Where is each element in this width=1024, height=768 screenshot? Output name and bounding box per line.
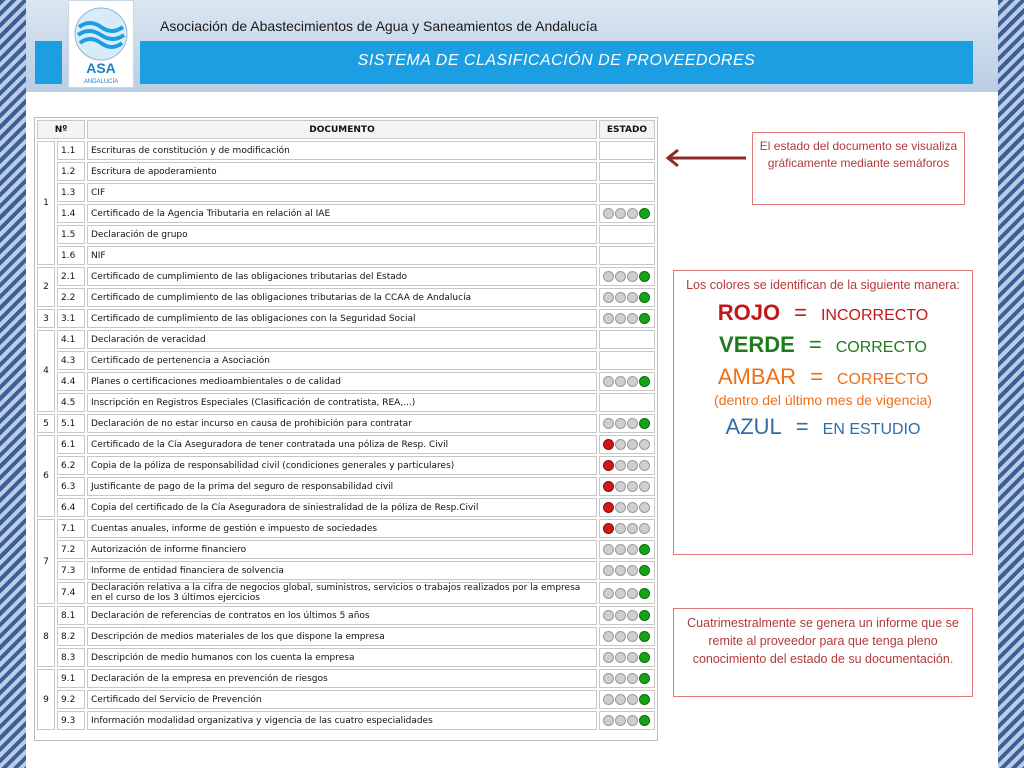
light-dot: [627, 523, 638, 534]
status-cell: [599, 330, 655, 349]
legend-item: [674, 332, 972, 358]
status-cell: [599, 351, 655, 370]
light-dot: [639, 418, 650, 429]
number-cell: 1.3: [57, 183, 85, 202]
traffic-light-icon: [603, 439, 650, 450]
table-row: [37, 162, 655, 181]
legend-intro: Los colores se identifican de la siguiente manera:: [686, 278, 960, 292]
light-dot: [627, 631, 638, 642]
light-dot: [615, 418, 626, 429]
light-dot: [639, 208, 650, 219]
number-cell: 1.2: [57, 162, 85, 181]
light-dot: [603, 418, 614, 429]
light-dot: [639, 271, 650, 282]
document-cell: Información modalidad organizativa y vigencia de las cuatro especialidades: [87, 711, 597, 730]
table-row: [37, 498, 655, 517]
document-cell: Declaración de no estar incurso en causa de prohibición para contratar: [87, 414, 597, 433]
light-dot: [627, 610, 638, 621]
light-dot: [639, 502, 650, 513]
number-cell: 7.3: [57, 561, 85, 580]
light-dot: [615, 460, 626, 471]
status-cell: [599, 690, 655, 709]
status-cell: [599, 561, 655, 580]
light-dot: [615, 673, 626, 684]
document-cell: Declaración de referencias de contratos en los últimos 5 años: [87, 606, 597, 625]
status-cell: [599, 267, 655, 286]
right-decorative-stripe: [998, 0, 1024, 768]
state-callout: El estado del documento se visualiza gráficamente mediante semáforos: [752, 132, 965, 205]
status-cell: [599, 162, 655, 181]
status-cell: [599, 519, 655, 538]
report-callout: Cuatrimestralmente se genera un informe que se remite al proveedor para que tenga pleno conocimiento del estado de su documentación.: [673, 608, 973, 697]
light-dot: [639, 588, 650, 599]
light-dot: [615, 481, 626, 492]
status-cell: [599, 627, 655, 646]
document-cell: Certificado de cumplimiento de las obligaciones tributarias del Estado: [87, 267, 597, 286]
document-cell: Descripción de medios materiales de los que dispone la empresa: [87, 627, 597, 646]
traffic-light-icon: [603, 208, 650, 219]
table-row: [37, 414, 655, 433]
document-cell: Inscripción en Registros Especiales (Clasificación de contratista, REA,...): [87, 393, 597, 412]
number-cell: 8.2: [57, 627, 85, 646]
light-dot: [615, 588, 626, 599]
status-cell: [599, 393, 655, 412]
number-cell: 6.1: [57, 435, 85, 454]
light-dot: [615, 313, 626, 324]
status-cell: [599, 498, 655, 517]
light-dot: [603, 544, 614, 555]
number-cell: 3.1: [57, 309, 85, 328]
number-cell: 9.3: [57, 711, 85, 730]
light-dot: [603, 565, 614, 576]
light-dot: [615, 544, 626, 555]
light-dot: [627, 565, 638, 576]
status-cell: [599, 414, 655, 433]
light-dot: [615, 652, 626, 663]
table-row: [37, 456, 655, 475]
table-row: [37, 204, 655, 223]
light-dot: [627, 208, 638, 219]
legend-item: [674, 300, 972, 326]
number-cell: 6.3: [57, 477, 85, 496]
table-row: [37, 183, 655, 202]
legend-note: (dentro del último mes de vigencia): [714, 392, 932, 408]
light-dot: [603, 292, 614, 303]
legend-color-name: VERDE: [719, 332, 795, 357]
light-dot: [639, 652, 650, 663]
light-dot: [615, 502, 626, 513]
number-cell: 1.1: [57, 141, 85, 160]
light-dot: [615, 523, 626, 534]
document-cell: Declaración de la empresa en prevención de riesgos: [87, 669, 597, 688]
logo-text: ASA: [86, 60, 116, 76]
number-cell: 4.3: [57, 351, 85, 370]
table-row: [37, 288, 655, 307]
documents-panel: [34, 117, 658, 741]
number-cell: 7.4: [57, 582, 85, 604]
legend-equals: =: [795, 414, 809, 439]
document-cell: Escritura de apoderamiento: [87, 162, 597, 181]
status-cell: [599, 669, 655, 688]
light-dot: [627, 376, 638, 387]
document-cell: Certificado de cumplimiento de las obligaciones tributarias de la CCAA de Andalucía: [87, 288, 597, 307]
document-cell: Certificado de la Agencia Tributaria en relación al IAE: [87, 204, 597, 223]
traffic-light-icon: [603, 715, 650, 726]
light-dot: [615, 694, 626, 705]
page-title: SISTEMA DE CLASIFICACIÓN DE PROVEEDORES: [357, 52, 756, 69]
left-decorative-stripe: [0, 0, 26, 768]
light-dot: [603, 439, 614, 450]
legend-meaning: EN ESTUDIO: [822, 421, 921, 438]
traffic-light-icon: [603, 313, 650, 324]
number-cell: 4.5: [57, 393, 85, 412]
document-cell: Descripción de medio humanos con los cuenta la empresa: [87, 648, 597, 667]
color-legend: [673, 270, 973, 555]
number-cell: 6.2: [57, 456, 85, 475]
traffic-light-icon: [603, 588, 650, 599]
light-dot: [615, 376, 626, 387]
header-status: ESTADO: [599, 120, 655, 139]
status-cell: [599, 246, 655, 265]
table-row: [37, 309, 655, 328]
document-cell: Certificado de cumplimiento de las obligaciones con la Seguridad Social: [87, 309, 597, 328]
light-dot: [615, 715, 626, 726]
traffic-light-icon: [603, 673, 650, 684]
document-cell: Informe de entidad financiera de solvencia: [87, 561, 597, 580]
light-dot: [615, 271, 626, 282]
light-dot: [627, 313, 638, 324]
number-cell: 8.3: [57, 648, 85, 667]
light-dot: [603, 208, 614, 219]
light-dot: [639, 313, 650, 324]
light-dot: [639, 376, 650, 387]
light-dot: [627, 652, 638, 663]
light-dot: [639, 292, 650, 303]
light-dot: [627, 715, 638, 726]
light-dot: [603, 715, 614, 726]
table-row: [37, 330, 655, 349]
header-accent-bar: [35, 41, 62, 84]
legend-meaning: CORRECTO: [836, 371, 929, 388]
light-dot: [639, 631, 650, 642]
documents-table: [35, 118, 657, 732]
group-cell: 3: [37, 309, 55, 328]
status-cell: [599, 456, 655, 475]
table-row: [37, 246, 655, 265]
number-cell: 8.1: [57, 606, 85, 625]
document-cell: Declaración de grupo: [87, 225, 597, 244]
light-dot: [639, 610, 650, 621]
light-dot: [603, 502, 614, 513]
light-dot: [627, 418, 638, 429]
table-row: [37, 351, 655, 370]
light-dot: [603, 673, 614, 684]
light-dot: [639, 565, 650, 576]
document-cell: Declaración de veracidad: [87, 330, 597, 349]
table-row: [37, 393, 655, 412]
number-cell: 7.1: [57, 519, 85, 538]
traffic-light-icon: [603, 460, 650, 471]
asa-logo: [68, 0, 134, 88]
table-row: [37, 582, 655, 604]
light-dot: [615, 631, 626, 642]
group-cell: 7: [37, 519, 55, 604]
header-number: Nº: [37, 120, 85, 139]
light-dot: [639, 460, 650, 471]
light-dot: [603, 694, 614, 705]
light-dot: [627, 673, 638, 684]
status-cell: [599, 582, 655, 604]
light-dot: [615, 439, 626, 450]
light-dot: [639, 544, 650, 555]
light-dot: [627, 481, 638, 492]
table-row: [37, 669, 655, 688]
status-cell: [599, 288, 655, 307]
group-cell: 6: [37, 435, 55, 517]
traffic-light-icon: [603, 694, 650, 705]
light-dot: [603, 652, 614, 663]
status-cell: [599, 477, 655, 496]
table-row: [37, 690, 655, 709]
light-dot: [603, 588, 614, 599]
light-dot: [603, 271, 614, 282]
traffic-light-icon: [603, 652, 650, 663]
table-row: [37, 435, 655, 454]
legend-item: [674, 414, 972, 440]
status-cell: [599, 435, 655, 454]
table-row: [37, 477, 655, 496]
light-dot: [615, 565, 626, 576]
light-dot: [639, 715, 650, 726]
number-cell: 1.4: [57, 204, 85, 223]
status-cell: [599, 606, 655, 625]
traffic-light-icon: [603, 502, 650, 513]
light-dot: [639, 481, 650, 492]
group-cell: 2: [37, 267, 55, 307]
light-dot: [627, 544, 638, 555]
legend-meaning: CORRECTO: [835, 339, 927, 356]
legend-item: [674, 364, 972, 408]
legend-color-name: ROJO: [717, 300, 781, 325]
light-dot: [627, 460, 638, 471]
organization-name: Asociación de Abastecimientos de Agua y Saneamientos de Andalucía: [160, 18, 598, 34]
document-cell: Cuentas anuales, informe de gestión e impuesto de sociedades: [87, 519, 597, 538]
number-cell: 9.2: [57, 690, 85, 709]
legend-equals: =: [808, 332, 822, 357]
traffic-light-icon: [603, 610, 650, 621]
table-row: [37, 372, 655, 391]
light-dot: [603, 460, 614, 471]
light-dot: [603, 481, 614, 492]
light-dot: [627, 588, 638, 599]
document-cell: Copia de la póliza de responsabilidad civil (condiciones generales y particulares): [87, 456, 597, 475]
legend-color-name: AZUL: [725, 414, 782, 439]
status-cell: [599, 540, 655, 559]
document-cell: Declaración relativa a la cifra de negocios global, suministros, servicios o trabajos realizados por la empresa en el curso de los 3 últimos ejercicios: [87, 582, 597, 604]
light-dot: [615, 610, 626, 621]
number-cell: 1.5: [57, 225, 85, 244]
light-dot: [615, 208, 626, 219]
status-cell: [599, 372, 655, 391]
traffic-light-icon: [603, 544, 650, 555]
number-cell: 4.4: [57, 372, 85, 391]
header-document: DOCUMENTO: [87, 120, 597, 139]
group-cell: 4: [37, 330, 55, 412]
group-cell: 9: [37, 669, 55, 730]
document-cell: Copia del certificado de la Cía Aseguradora de siniestralidad de la póliza de Resp.Civil: [87, 498, 597, 517]
table-row: [37, 519, 655, 538]
light-dot: [627, 502, 638, 513]
light-dot: [627, 694, 638, 705]
document-cell: Certificado de pertenencia a Asociación: [87, 351, 597, 370]
number-cell: 2.1: [57, 267, 85, 286]
traffic-light-icon: [603, 376, 650, 387]
document-cell: Planes o certificaciones medioambientales o de calidad: [87, 372, 597, 391]
light-dot: [603, 631, 614, 642]
traffic-light-icon: [603, 565, 650, 576]
number-cell: 1.6: [57, 246, 85, 265]
light-dot: [639, 523, 650, 534]
document-cell: Escrituras de constitución y de modificación: [87, 141, 597, 160]
number-cell: 4.1: [57, 330, 85, 349]
table-row: [37, 141, 655, 160]
light-dot: [639, 673, 650, 684]
traffic-light-icon: [603, 271, 650, 282]
number-cell: 7.2: [57, 540, 85, 559]
legend-color-name: AMBAR: [717, 364, 797, 389]
group-cell: 8: [37, 606, 55, 667]
status-cell: [599, 204, 655, 223]
legend-list: [674, 300, 972, 440]
document-cell: Autorización de informe financiero: [87, 540, 597, 559]
table-row: [37, 711, 655, 730]
light-dot: [627, 439, 638, 450]
status-cell: [599, 309, 655, 328]
traffic-light-icon: [603, 631, 650, 642]
legend-meaning: INCORRECTO: [820, 307, 929, 324]
status-cell: [599, 648, 655, 667]
document-cell: NIF: [87, 246, 597, 265]
traffic-light-icon: [603, 481, 650, 492]
number-cell: 2.2: [57, 288, 85, 307]
light-dot: [627, 271, 638, 282]
light-dot: [603, 610, 614, 621]
traffic-light-icon: [603, 523, 650, 534]
light-dot: [603, 376, 614, 387]
legend-equals: =: [810, 364, 823, 389]
table-row: [37, 627, 655, 646]
status-cell: [599, 183, 655, 202]
table-row: [37, 561, 655, 580]
light-dot: [603, 523, 614, 534]
logo-subtext: ANDALUCÍA: [83, 79, 119, 85]
light-dot: [603, 313, 614, 324]
light-dot: [627, 292, 638, 303]
light-dot: [639, 439, 650, 450]
documents-table-body: [37, 141, 655, 730]
number-cell: 5.1: [57, 414, 85, 433]
document-cell: Certificado de la Cía Aseguradora de tener contratada una póliza de Resp. Civil: [87, 435, 597, 454]
document-cell: Certificado del Servicio de Prevención: [87, 690, 597, 709]
group-cell: 5: [37, 414, 55, 433]
document-cell: CIF: [87, 183, 597, 202]
table-row: [37, 540, 655, 559]
status-cell: [599, 141, 655, 160]
document-cell: Justificante de pago de la prima del seguro de responsabilidad civil: [87, 477, 597, 496]
number-cell: 6.4: [57, 498, 85, 517]
table-row: [37, 267, 655, 286]
status-cell: [599, 225, 655, 244]
traffic-light-icon: [603, 292, 650, 303]
table-row: [37, 225, 655, 244]
number-cell: 9.1: [57, 669, 85, 688]
left-arrow-icon: [664, 148, 748, 168]
group-cell: 1: [37, 141, 55, 265]
legend-equals: =: [794, 300, 807, 325]
light-dot: [615, 292, 626, 303]
light-dot: [639, 694, 650, 705]
traffic-light-icon: [603, 418, 650, 429]
table-row: [37, 606, 655, 625]
table-row: [37, 648, 655, 667]
status-cell: [599, 711, 655, 730]
